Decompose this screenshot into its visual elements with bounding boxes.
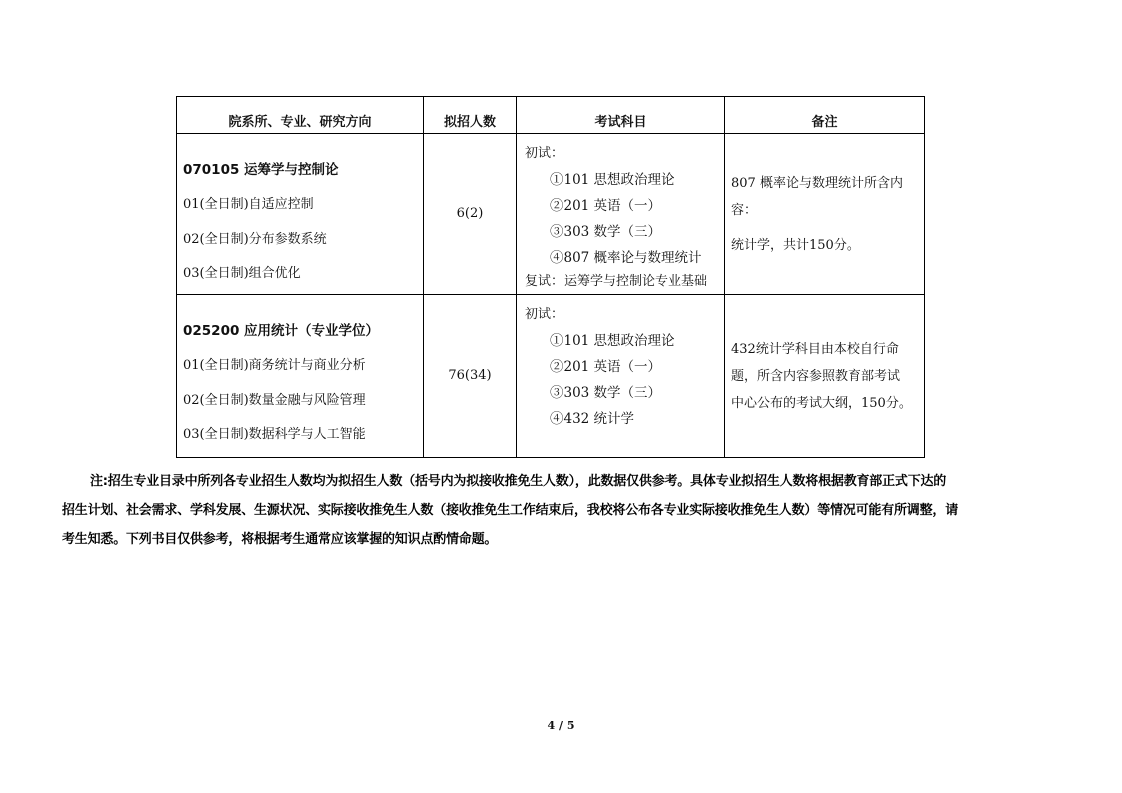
remark-line: 中心公布的考试大纲，150分。 — [731, 395, 912, 411]
preliminary-exam-label: 初试： — [525, 146, 565, 161]
header-quota: 拟招人数 — [424, 97, 517, 134]
page-number: 4 / 5 — [547, 719, 575, 732]
remark-line: 题，所含内容参照教育部考试 — [731, 368, 901, 384]
research-direction: 01(全日制)商务统计与商业分析 — [183, 358, 366, 374]
table-row — [177, 134, 925, 295]
preliminary-exam-label: 初试： — [525, 307, 565, 322]
footnote-line: 考生知悉。下列书目仅供参考，将根据考生通常应该掌握的知识点酌情命题。 — [62, 532, 498, 547]
research-direction: 03(全日制)数据科学与人工智能 — [183, 427, 366, 443]
exam-subject: ①101 思想政治理论 — [550, 332, 675, 349]
header-exam-subjects: 考试科目 — [517, 97, 725, 134]
research-direction: 02(全日制)分布参数系统 — [183, 231, 327, 247]
header-major: 院系所、专业、研究方向 — [177, 97, 424, 134]
remark-line: 统计学，共计150分。 — [731, 237, 860, 253]
remark-line: 807 概率论与数理统计所含内 — [731, 175, 903, 191]
footnote — [62, 467, 1052, 554]
major-title: 025200 应用统计（专业学位） — [183, 323, 380, 339]
exam-subject: ③303 数学（三） — [550, 384, 662, 401]
retest-subject: 复试：运筹学与控制论专业基础 — [525, 274, 708, 290]
research-direction: 01(全日制)自适应控制 — [183, 197, 314, 213]
header-remarks: 备注 — [725, 97, 925, 134]
quota-cell: 6(2) — [424, 134, 517, 295]
remarks-cell — [725, 295, 925, 458]
research-direction: 03(全日制)组合优化 — [183, 266, 301, 282]
exam-subject: ②201 英语（一） — [550, 358, 662, 375]
remark-line: 432统计学科目由本校自行命 — [731, 341, 899, 357]
quota-cell: 76(34) — [424, 295, 517, 458]
remark-line: 容： — [731, 202, 758, 218]
exam-subjects-cell — [517, 134, 725, 295]
remarks-cell — [725, 134, 925, 295]
major-title: 070105 运筹学与控制论 — [183, 162, 339, 178]
exam-subject: ③303 数学（三） — [550, 223, 662, 240]
exam-subject: ②201 英语（一） — [550, 197, 662, 214]
footnote-line: 注:招生专业目录中所列各专业招生人数均为拟招生人数（括号内为拟接收推免生人数），此数据仅供参考。具体专业拟招生人数将根据教育部正式下达的 — [90, 474, 947, 489]
major-cell — [177, 134, 424, 295]
exam-subject: ①101 思想政治理论 — [550, 171, 675, 188]
research-direction: 02(全日制)数量金融与风险管理 — [183, 392, 366, 408]
exam-subject: ④807 概率论与数理统计 — [550, 250, 702, 267]
footnote-line: 招生计划、社会需求、学科发展、生源状况、实际接收推免生人数（接收推免生工作结束后，我校将公布各专业实际接收推免生人数）等情况可能有所调整，请 — [62, 503, 959, 518]
exam-subject: ④432 统计学 — [550, 411, 635, 428]
table-header-row — [177, 97, 925, 134]
exam-subjects-cell — [517, 295, 725, 458]
table-row — [177, 295, 925, 458]
major-cell — [177, 295, 424, 458]
admissions-table — [176, 96, 925, 458]
